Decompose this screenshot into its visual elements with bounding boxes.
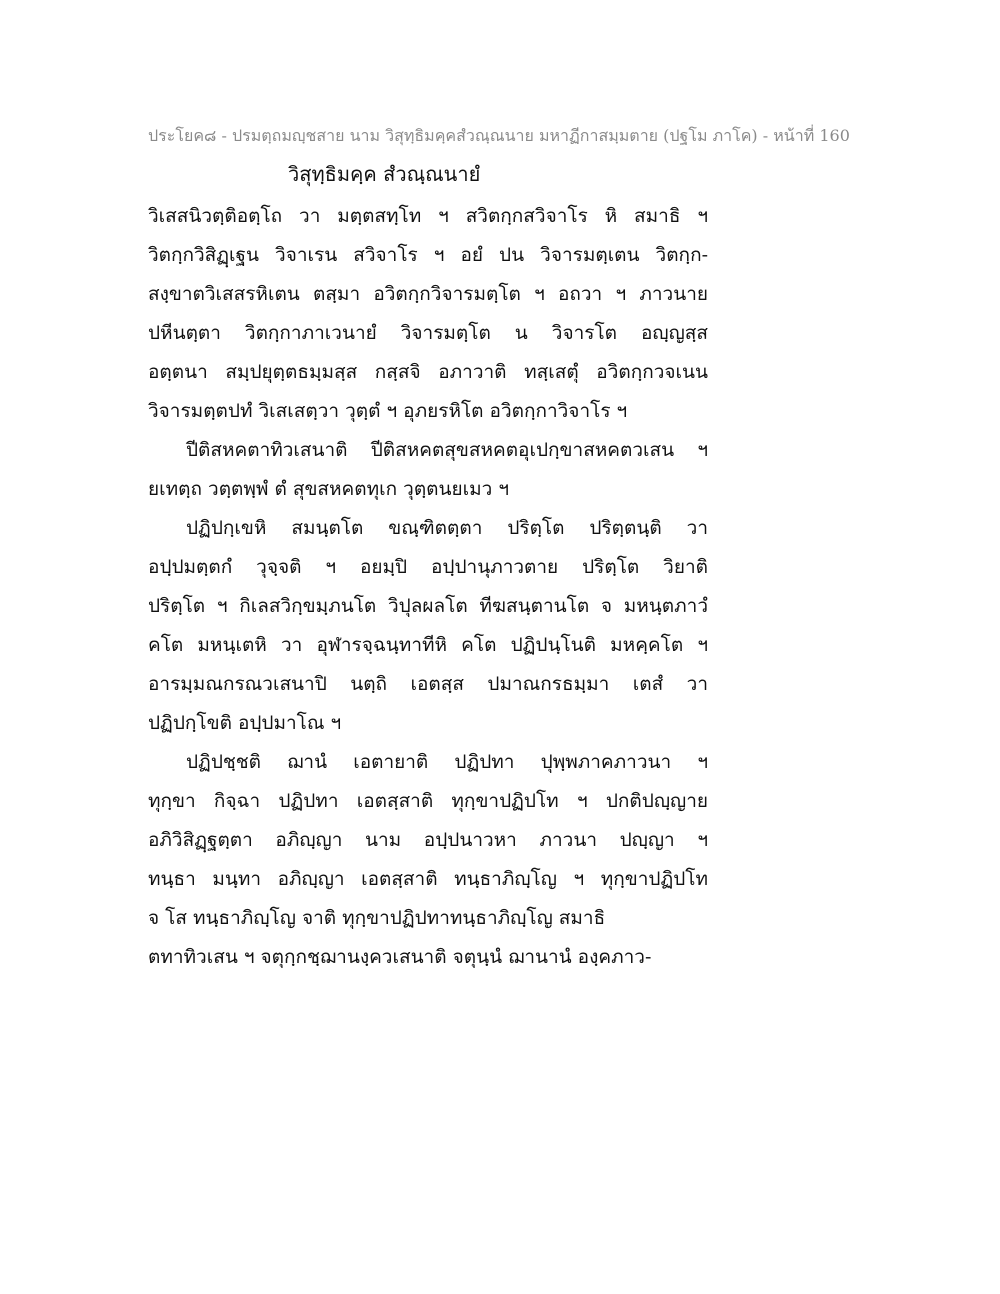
text-line: วิตกฺกวิสิฏฺเฐน วิจาเรน สวิจาโร ฯ อยํ ปน วิจารมตฺเตน วิตกฺก- — [148, 244, 708, 266]
text-line: ทุกฺขา กิจฺฉา ปฏิปทา เอตสฺสาติ ทุกฺขาปฏิปโท ฯ ปกติปญฺญาย — [148, 790, 708, 812]
text-line: อปฺปมตฺตกํ วุจฺจติ ฯ อยมฺปิ อปฺปานุภาวตาย ปริตฺโต วิยาติ — [148, 556, 708, 578]
text-line: จ โส ทนฺธาภิญฺโญ จาติ ทุกฺขาปฏิปทาทนฺธาภิญฺโญ สมาธิ — [148, 907, 606, 929]
text-line: อภิวิสิฏฺฐตฺตา อภิญฺญา นาม อปฺปนาวหา ภาวนา ปญฺญา ฯ — [148, 829, 708, 851]
text-line: ปฏิปชฺชติ ฌานํ เอตายาติ ปฏิปทา ปุพฺพภาคภาวนา ฯ — [186, 751, 708, 773]
running-header: ประโยค๘ - ปรมตฺถมญฺชสาย นาม วิสุทฺธิมคฺคสํวณฺณนาย มหาฏีกาสมฺมตาย (ปฐโม ภาโค) - หน้าที่ 160 — [148, 126, 850, 145]
body-text — [148, 200, 708, 980]
page-title: วิสุทฺธิมคฺค สํวณฺณนายํ — [288, 162, 481, 186]
text-line: ทนฺธา มนฺทา อภิญฺญา เอตสฺสาติ ทนฺธาภิญฺโญ ฯ ทุกฺขาปฏิปโท — [148, 868, 708, 890]
text-line: วิจารมตฺตปทํ วิเสเสตฺวา วุตฺตํ ฯ อุภยรหิโต อวิตกฺกาวิจาโร ฯ — [148, 400, 628, 422]
text-line: ปริตฺโต ฯ กิเลสวิกฺขมฺภนโต วิปุลผลโต ทีฆสนฺตานโต จ มหนฺตภาวํ — [148, 595, 708, 617]
text-line: คโต มหนฺเตหิ วา อุฬารจฺฉนฺทาทีหิ คโต ปฏิปนฺโนติ มหคฺคโต ฯ — [148, 634, 708, 656]
text-line: อารมฺมณกรณวเสนาปิ นตฺถิ เอตสฺส ปมาณกรธมฺมา เตสํ วา — [148, 673, 708, 695]
text-line: ปีติสหคตาทิวเสนาติ ปีติสหคตสุขสหคตอุเปกฺขาสหคตวเสน ฯ — [186, 439, 708, 461]
text-line: อตฺตนา สมฺปยุตฺตธมฺมสฺส กสฺสจิ อภาวาติ ทสฺเสตุํ อวิตกฺกวจเนน — [148, 361, 708, 383]
text-line: ปฏิปกฺเขหิ สมนฺตโต ขณฺฑิตตฺตา ปริตฺโต ปริตฺตนฺติ วา — [186, 517, 708, 539]
text-line: ยเทตฺถ วตฺตพฺพํ ตํ สุขสหคตทุเก วุตฺตนยเมว ฯ — [148, 478, 510, 500]
text-line: วิเสสนิวตฺติอตฺโถ วา มตฺตสทฺโท ฯ สวิตกฺกสวิจาโร หิ สมาธิ ฯ — [148, 205, 708, 227]
text-line: ปหีนตฺตา วิตกฺกาภาเวนายํ วิจารมตฺโต น วิจารโต อญฺญสฺส — [148, 322, 708, 344]
text-line: ตทาทิวเสน ฯ จตุกฺกชฺฌานงฺควเสนาติ จตุนฺนํ ฌานานํ องฺคภาว- — [148, 946, 652, 968]
text-line: ปฏิปกฺโขติ อปฺปมาโณ ฯ — [148, 712, 342, 734]
text-line: สงฺขาตวิเสสรหิเตน ตสฺมา อวิตกฺกวิจารมตฺโต ฯ อถวา ฯ ภาวนาย — [148, 283, 708, 305]
